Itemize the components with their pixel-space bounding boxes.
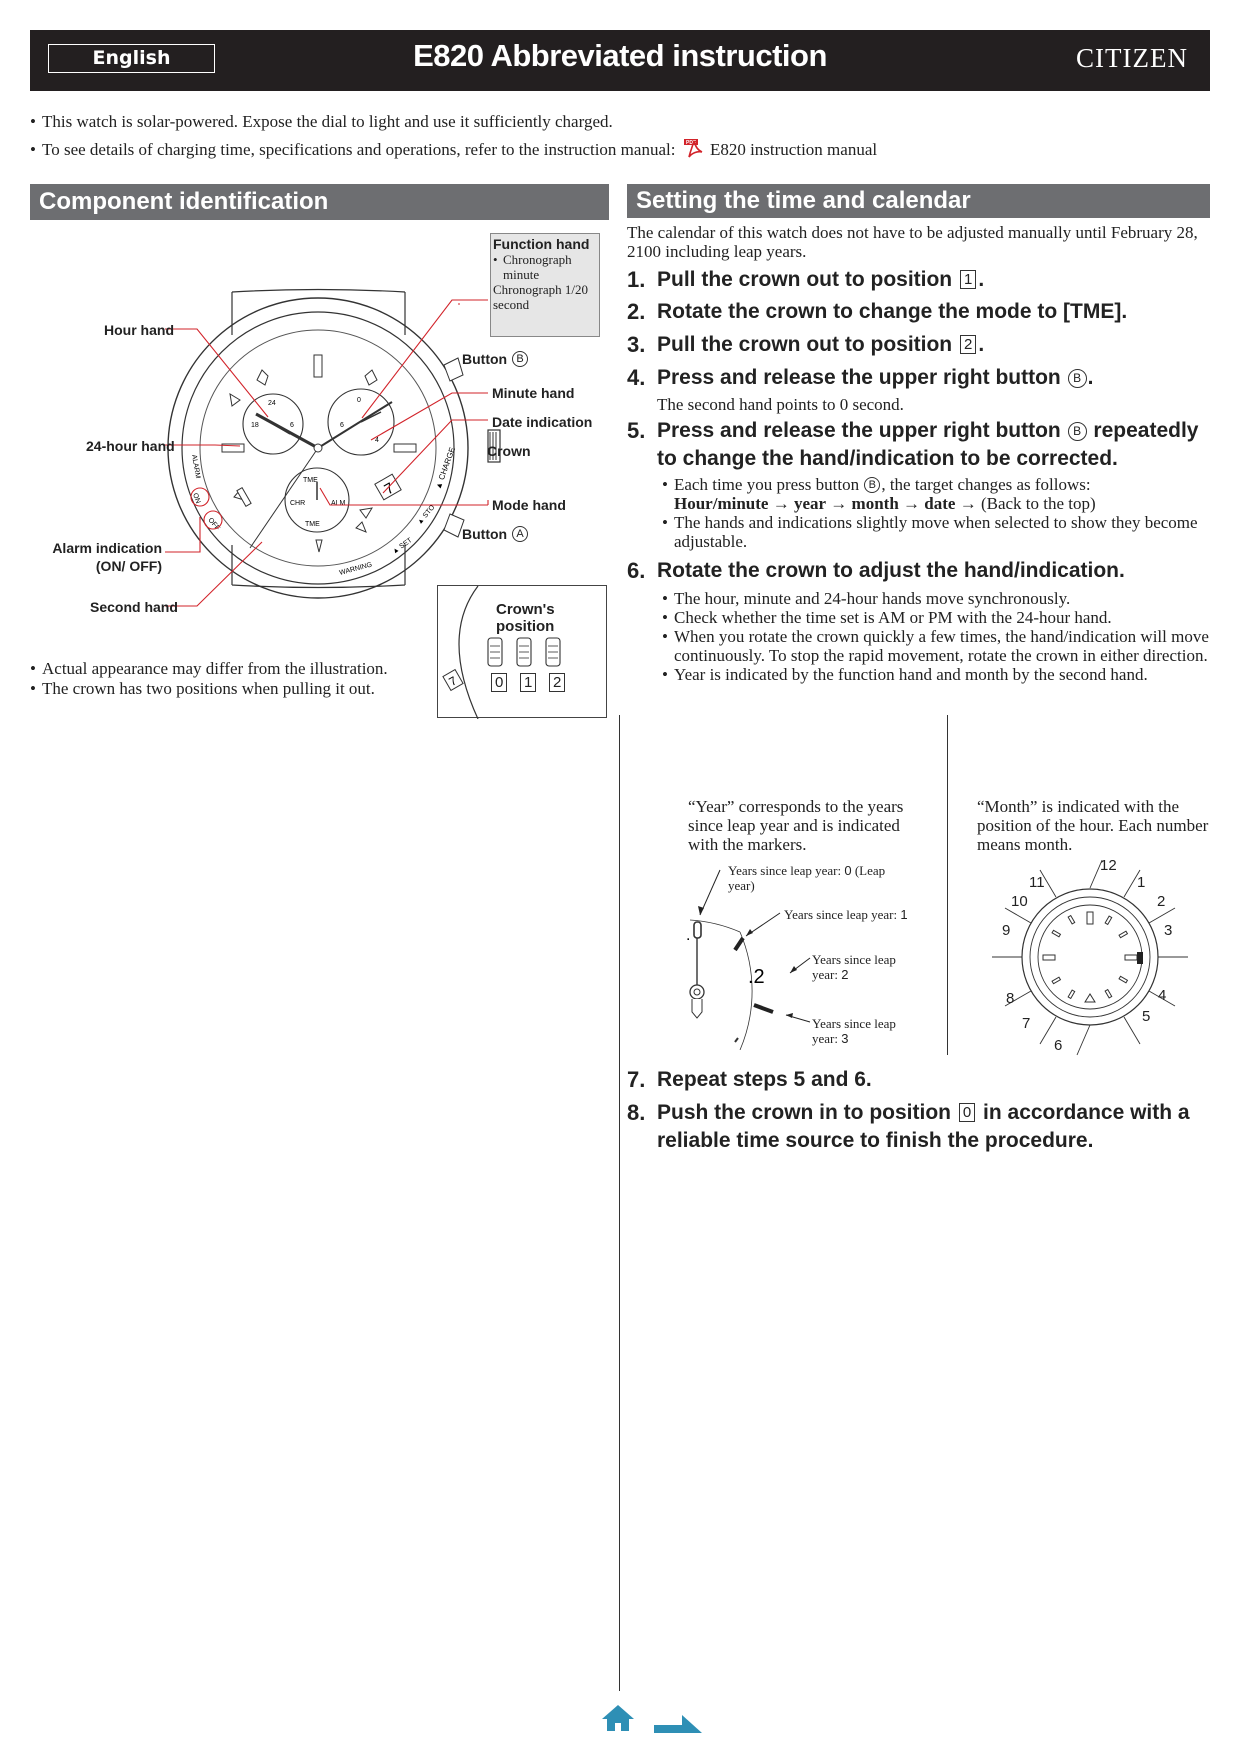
month-9: 9 <box>1002 922 1011 939</box>
month-7: 7 <box>1022 1015 1031 1032</box>
step-6-bullet-1: • The hour, minute and 24-hour hands move synchronously. <box>662 589 1210 608</box>
label-alarm-indication: Alarm indication (ON/ OFF) <box>52 540 162 574</box>
function-hand-item-2: Chronograph 1/20 second <box>493 282 588 312</box>
month-3: 3 <box>1164 922 1173 939</box>
function-hand-item-1: • Chronograph minute <box>493 252 572 282</box>
label-button-b: Button B <box>462 350 529 368</box>
svg-text:4: 4 <box>375 437 379 444</box>
svg-text:6: 6 <box>340 422 344 429</box>
step-5-bullet-1: • Each time you press button B , the target changes as follows: Hour/minute → year → month → date → (Back to the top) <box>662 475 1210 513</box>
svg-text:7: 7 <box>446 673 460 689</box>
svg-text:7: 7 <box>381 479 398 499</box>
language-button[interactable]: English <box>48 44 215 73</box>
setting-section-title: Setting the time and calendar <box>627 184 1210 218</box>
svg-text:TME: TME <box>303 477 318 484</box>
svg-text:▲ STO: ▲ STO <box>416 504 437 527</box>
label-second-hand: Second hand <box>90 599 178 615</box>
label-date-indication: Date indication <box>492 414 593 430</box>
svg-text:ALARM: ALARM <box>190 454 202 480</box>
svg-text:24: 24 <box>268 400 276 407</box>
step-5-bullets <box>662 475 1210 551</box>
crown-position-0: 0 <box>491 673 507 692</box>
step-6-bullet-3: • When you rotate the crown quickly a few times, the hand/indication will move continuously. To stop the rapid movement, rotate the crown in either direction. <box>662 627 1210 665</box>
crown-position-box <box>437 585 607 718</box>
month-caption: “Month” is indicated with the position of the hour. Each number means month. <box>977 797 1209 854</box>
component-notes <box>30 659 388 699</box>
svg-text:▲ SET: ▲ SET <box>391 536 414 556</box>
svg-text:OFF: OFF <box>206 516 221 533</box>
svg-text:.: . <box>686 927 691 944</box>
svg-text:ALM: ALM <box>331 500 346 507</box>
intro-line-1: • This watch is solar-powered. Expose the dial to light and use it sufficiently charged. <box>30 108 877 136</box>
step-6-bullet-4: • Year is indicated by the function hand and month by the second hand. <box>662 665 1210 684</box>
step-4-sub: The second hand points to 0 second. <box>657 395 904 414</box>
crown-position-diagram <box>438 586 608 719</box>
month-6: 6 <box>1054 1037 1063 1054</box>
month-1: 1 <box>1137 874 1146 891</box>
crown-position-title: Crown's position <box>496 601 555 635</box>
label-24-hour-hand: 24-hour hand <box>86 438 175 454</box>
svg-text:WARNING: WARNING <box>338 561 373 577</box>
note-2: • The crown has two positions when pulling it out. <box>30 679 388 699</box>
svg-text:▲ CHARGE: ▲ CHARGE <box>433 445 458 491</box>
step-6-bullets <box>662 589 1210 684</box>
svg-text:6: 6 <box>290 422 294 429</box>
crown-position-2: 2 <box>549 673 565 692</box>
year-caption: “Year” corresponds to the years since leap year and is indicated with the markers. <box>688 797 904 854</box>
component-section-title: Component identification <box>30 184 609 220</box>
column-divider <box>619 715 620 1691</box>
svg-text:0: 0 <box>357 397 361 404</box>
crown-position-1: 1 <box>520 673 536 692</box>
label-crown: Crown <box>487 443 531 459</box>
label-hour-hand: Hour hand <box>104 322 174 338</box>
month-4: 4 <box>1158 987 1167 1004</box>
year-label-0: Years since leap year: 0 (Leap year) <box>728 863 886 893</box>
function-hand-title: Function hand <box>493 236 590 252</box>
svg-text:PDF: PDF <box>685 140 696 146</box>
month-12: 12 <box>1100 857 1117 874</box>
label-minute-hand: Minute hand <box>492 385 575 401</box>
month-2: 2 <box>1157 893 1166 910</box>
note-1: • Actual appearance may differ from the illustration. <box>30 659 388 679</box>
step-5-bullet-2: • The hands and indications slightly move when selected to show they become adjustable. <box>662 513 1210 551</box>
month-8: 8 <box>1006 990 1015 1007</box>
month-10: 10 <box>1011 893 1028 910</box>
label-mode-hand: Mode hand <box>492 497 566 513</box>
step-6-bullet-2: • Check whether the time set is AM or PM with the 24-hour hand. <box>662 608 1210 627</box>
svg-text:.2: .2 <box>748 966 765 988</box>
svg-text:TME: TME <box>305 521 320 528</box>
svg-text:18: 18 <box>251 422 259 429</box>
year-label-1: Years since leap year: 1 <box>784 907 908 922</box>
figure-divider <box>947 715 948 1055</box>
arrow-right-icon[interactable] <box>652 1713 704 1735</box>
setting-intro: The calendar of this watch does not have to be adjusted manually until February 28, 2100 including leap years. <box>627 223 1198 261</box>
svg-text:CHR: CHR <box>290 500 306 507</box>
month-11: 11 <box>1029 874 1045 891</box>
manual-link[interactable]: E820 instruction manual <box>709 140 878 159</box>
month-5: 5 <box>1142 1008 1151 1025</box>
year-label-3: Years since leap year: 3 <box>812 1016 896 1046</box>
month-dial-diagram <box>985 860 1205 1060</box>
label-button-a: Button A <box>462 525 529 543</box>
function-hand-box <box>490 233 600 337</box>
svg-text:ON: ON <box>191 492 202 505</box>
brand-logo: CITIZEN <box>1076 43 1188 73</box>
page-title: E820 Abbreviated instruction <box>413 38 827 73</box>
year-label-2: Years since leap year: 2 <box>812 952 896 982</box>
home-icon[interactable] <box>600 1703 636 1733</box>
intro-line-2-text: To see details of charging time, specifications and operations, refer to the instruction manual: <box>42 140 676 159</box>
